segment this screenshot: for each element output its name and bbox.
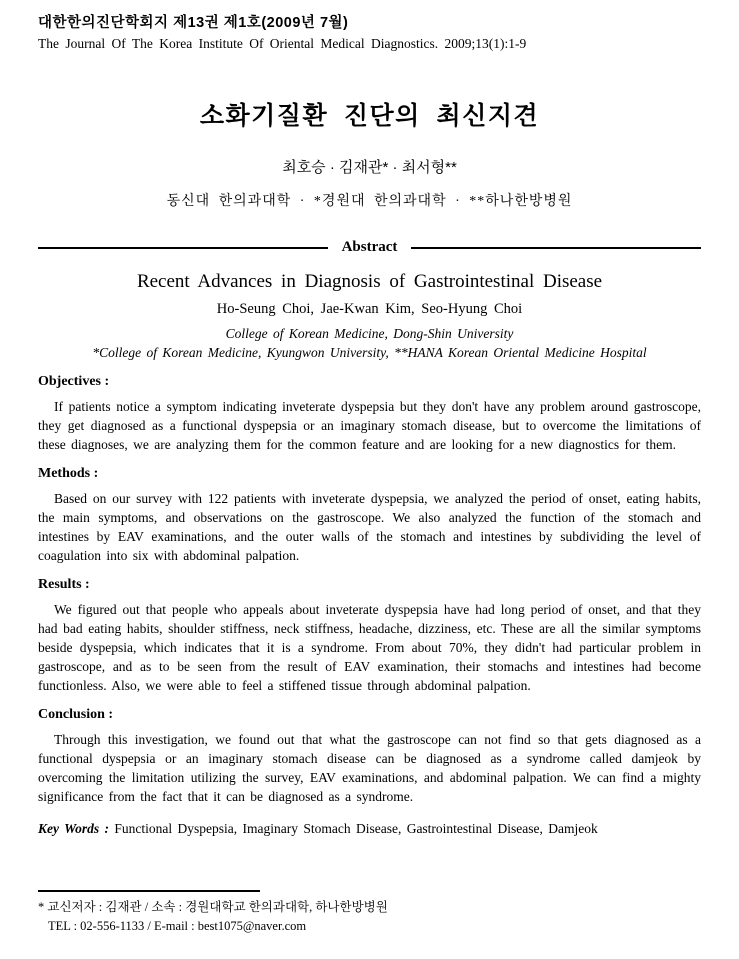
- journal-citation-english: The Journal Of The Korea Institute Of Oriental Medical Diagnostics. 2009;13(1):1-9: [38, 36, 527, 51]
- section-body-results: We figured out that people who appeals about inveterate dyspepsia have had long period of onset, and that they had bad eating habits, shoulder stiffness, neck stiffness, headache, dizziness, etc. These are all the similar symptoms beside dyspepsia, which indicates that it is a syndrome. From about 70%, they didn't had particular problem in gastroscope, and as to be seen from the result of EAV examination, their stomachs and intestines had become functionless. Also, we were able to feel a stiffened tissue through abdominal palpation.: [38, 602, 701, 693]
- footnote-rule: [38, 890, 260, 892]
- authors-korean: 최호승 · 김재관* · 최서형**: [282, 159, 457, 176]
- divider-rule-right: [411, 247, 701, 249]
- footnote-corresponding-author: * 교신저자 : 김재관 / 소속 : 경원대학교 한의과대학, 하나한방병원: [38, 900, 388, 914]
- section-heading-methods: Methods :: [38, 466, 99, 481]
- section-heading-objectives: Objectives :: [38, 374, 110, 389]
- section-methods: [38, 465, 701, 565]
- section-heading-conclusion: Conclusion :: [38, 707, 114, 722]
- abstract-label: Abstract: [341, 239, 398, 255]
- section-body-methods: Based on our survey with 122 patients with inveterate dyspepsia, we analyzed the period of onset, eating habits, the main symptoms, and observations on the gastroscope. We also analyzed the function of the stomach and intestines by EAV examinations, and the outer walls of the stomach and intestines by subdividing the level of coagulation into six with abdominal palpation.: [38, 491, 701, 563]
- abstract-divider: [38, 239, 701, 256]
- authors-english: Ho-Seung Choi, Jae-Kwan Kim, Seo-Hyung Choi: [216, 301, 523, 317]
- footnote-contact: TEL : 02-556-1133 / E-mail : best1075@naver.com: [48, 919, 307, 933]
- section-objectives: [38, 373, 701, 454]
- affiliation-english-line1: College of Korean Medicine, Dong-Shin University: [225, 326, 514, 341]
- journal-title-korean: 대한한의진단학회지 제13권 제1호(2009년 7월): [38, 15, 349, 31]
- section-conclusion: [38, 706, 701, 806]
- section-body-objectives: If patients notice a symptom indicating inveterate dyspepsia but they don't have any problem around gastroscope, they get diagnosed as a functional dyspepsia or an imaginary stomach disease, but to overcome the limitations of these diagnoses, we are analyzing them for the common feature and are looking for a new diagnostics for them.: [38, 399, 701, 452]
- keywords-list: Functional Dyspepsia, Imaginary Stomach Disease, Gastrointestinal Disease, Damjeok: [114, 821, 598, 836]
- article-title-english: Recent Advances in Diagnosis of Gastrointestinal Disease: [136, 271, 603, 292]
- section-body-conclusion: Through this investigation, we found out that what the gastroscope can not find so that gets diagnosed as a functional dyspepsia or an imaginary stomach disease can be diagnosed as a syndrome called damjeok by overcoming the limitation utilizing the survey, EAV examinations, and abdominal palpation. We can find a mighty significance from the fact that it can be diagnosed as a syndrome.: [38, 732, 701, 804]
- section-heading-results: Results :: [38, 577, 90, 592]
- journal-header: [38, 13, 701, 54]
- affiliations-korean: 동신대 한의과대학 · *경원대 한의과대학 · **하나한방병원: [166, 194, 573, 209]
- article-title-korean: 소화기질환 진단의 최신지견: [199, 103, 540, 130]
- affiliations-english: [38, 324, 701, 362]
- keywords-label: Key Words :: [38, 821, 109, 836]
- corresponding-author-footnote: [38, 890, 701, 936]
- affiliation-english-line2: *College of Korean Medicine, Kyungwon University, **HANA Korean Oriental Medicine Hospital: [92, 345, 647, 360]
- section-results: [38, 576, 701, 695]
- divider-rule-left: [38, 247, 328, 249]
- keywords-line: [38, 819, 701, 838]
